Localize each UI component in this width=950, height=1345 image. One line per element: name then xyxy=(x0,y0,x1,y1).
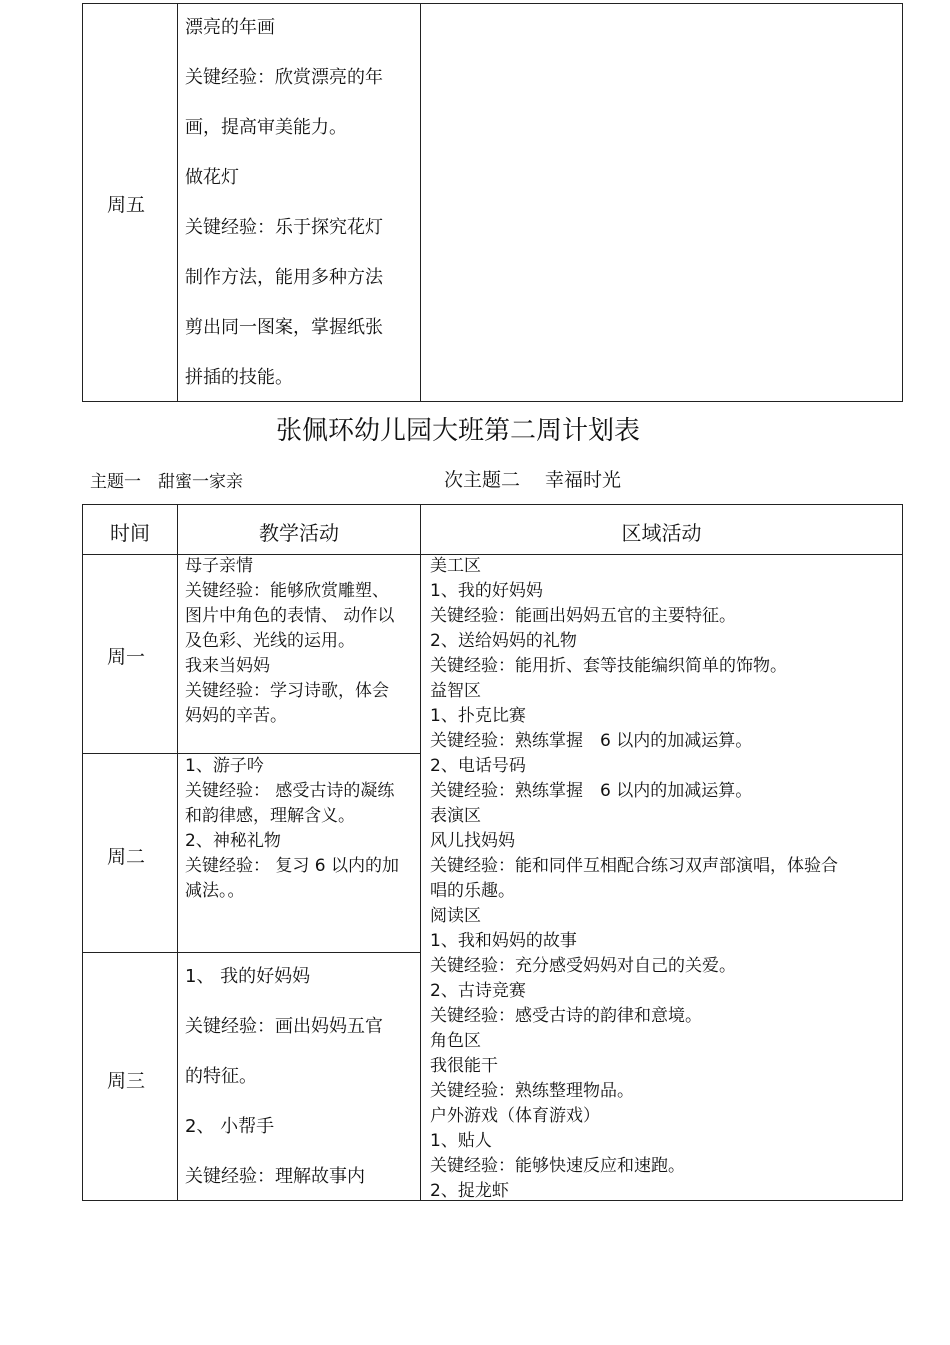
text-line: 我来当妈妈 xyxy=(185,656,270,676)
text-line: 1、我和妈妈的故事 xyxy=(430,931,577,951)
text-line: 户外游戏（体育游戏） xyxy=(430,1106,600,1126)
text-line: 表演区 xyxy=(430,806,481,826)
text-line: 和韵律感，理解含义。 xyxy=(185,806,355,826)
text-line: 2、 小帮手 xyxy=(185,1116,275,1137)
text-line: 的特征。 xyxy=(185,1066,257,1087)
header-teaching: 教学活动 xyxy=(259,521,339,545)
subtheme-label: 次主题二 幸福时光 xyxy=(444,469,622,491)
text-line: 拼插的技能。 xyxy=(185,367,293,388)
teaching-cell-tuesday xyxy=(185,754,399,904)
text-line: 制作方法，能用多种方法 xyxy=(185,267,383,288)
text-line: 2、神秘礼物 xyxy=(185,831,281,851)
teaching-cell-wednesday xyxy=(185,952,383,1202)
text-line: 1、扑克比赛 xyxy=(430,706,526,726)
text-line: 我很能干 xyxy=(430,1056,498,1076)
text-line: 母子亲情 xyxy=(185,556,253,576)
text-line: 减法。。 xyxy=(185,881,245,901)
text-line: 关键经验：画出妈妈五官 xyxy=(185,1016,383,1037)
header-time: 时间 xyxy=(110,521,150,545)
text-line: 2、电话号码 xyxy=(430,756,526,776)
text-line: 1、贴人 xyxy=(430,1131,492,1151)
text-line: 关键经验：欣赏漂亮的年 xyxy=(185,67,383,88)
teaching-cell-monday xyxy=(185,554,394,729)
text-line: 阅读区 xyxy=(430,906,481,926)
text-line: 1、 我的好妈妈 xyxy=(185,966,311,987)
text-line: 2、捉龙虾 xyxy=(430,1181,509,1201)
text-line: 图片中角色的表情、 动作以 xyxy=(185,606,395,626)
theme-label: 主题一 甜蜜一家亲 xyxy=(90,472,243,492)
day-cell-monday: 周一 xyxy=(107,646,146,668)
day-cell-tuesday: 周二 xyxy=(107,846,146,868)
top-day-cell: 周五 xyxy=(107,194,146,216)
text-line: 及色彩、光线的运用。 xyxy=(185,631,355,651)
text-line: 关键经验：熟练掌握 6 以内的加减运算。 xyxy=(430,731,753,751)
text-line: 唱的乐趣。 xyxy=(430,881,515,901)
text-line: 关键经验：乐于探究花灯 xyxy=(185,217,383,238)
text-line: 关键经验：能用折、套等技能编织简单的饰物。 xyxy=(430,656,787,676)
day-cell-wednesday: 周三 xyxy=(107,1070,146,1092)
text-line: 1、我的好妈妈 xyxy=(430,581,543,601)
page-title: 张佩环幼儿园大班第二周计划表 xyxy=(275,416,640,446)
text-line: 1、游子吟 xyxy=(185,756,264,776)
text-line: 2、古诗竞赛 xyxy=(430,981,526,1001)
text-line: 关键经验：熟练整理物品。 xyxy=(430,1081,634,1101)
text-line: 漂亮的年画 xyxy=(185,17,275,38)
text-line: 关键经验：理解故事内 xyxy=(185,1166,365,1187)
text-line: 画，提高审美能力。 xyxy=(185,117,347,138)
text-line: 关键经验： 复习 6 以内的加 xyxy=(185,856,400,876)
text-line: 妈妈的辛苦。 xyxy=(185,706,287,726)
text-line: 风儿找妈妈 xyxy=(430,831,515,851)
text-line: 剪出同一图案，掌握纸张 xyxy=(185,317,383,338)
text-line: 角色区 xyxy=(430,1031,481,1051)
text-line: 做花灯 xyxy=(185,167,239,188)
text-line: 关键经验：充分感受妈妈对自己的关爱。 xyxy=(430,956,736,976)
header-area: 区域活动 xyxy=(621,521,702,545)
text-line: 关键经验： 感受古诗的凝练 xyxy=(185,781,395,801)
text-line: 关键经验：感受古诗的韵律和意境。 xyxy=(430,1006,702,1026)
text-line: 关键经验：能够快速反应和速跑。 xyxy=(430,1156,685,1176)
text-line: 关键经验：能和同伴互相配合练习双声部演唱，体验合 xyxy=(430,856,838,876)
text-line: 美工区 xyxy=(430,556,481,576)
text-line: 关键经验：熟练掌握 6 以内的加减运算。 xyxy=(430,781,753,801)
text-line: 关键经验：学习诗歌，体会 xyxy=(185,681,389,701)
top-teaching-cell xyxy=(185,3,383,403)
text-line: 益智区 xyxy=(430,681,481,701)
text-line: 关键经验：能够欣赏雕塑、 xyxy=(185,581,389,601)
text-line: 关键经验：能画出妈妈五官的主要特征。 xyxy=(430,606,736,626)
area-activities-cell xyxy=(430,554,838,1204)
text-line: 2、送给妈妈的礼物 xyxy=(430,631,577,651)
